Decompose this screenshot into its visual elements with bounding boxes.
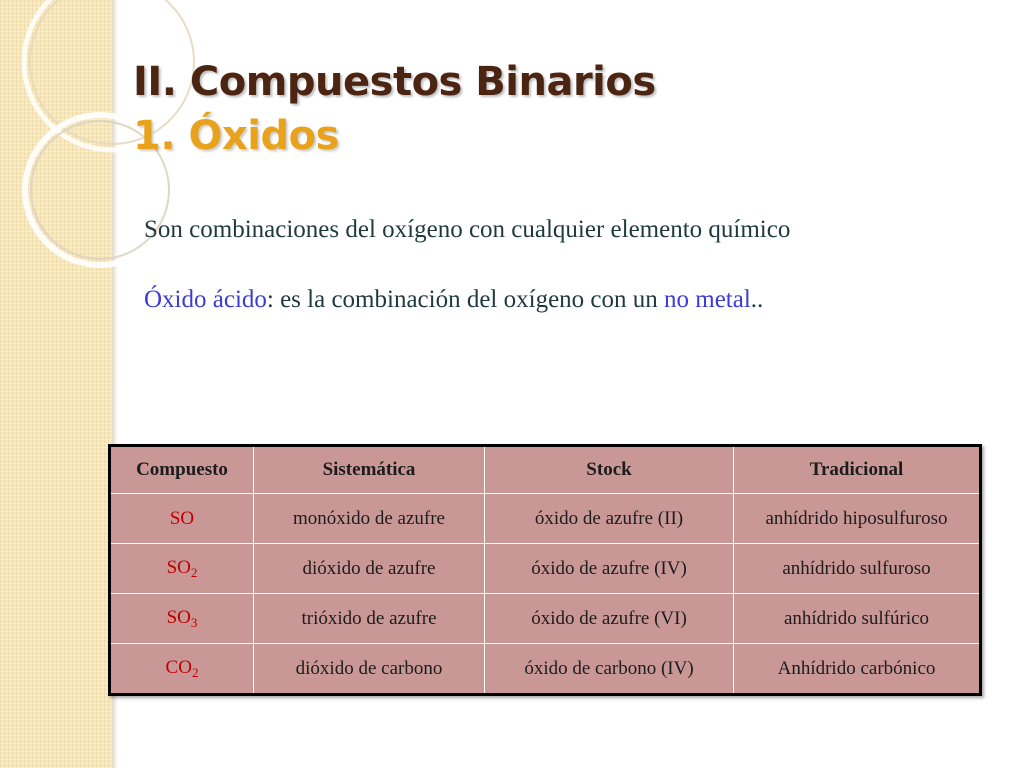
formula-text: SO (169, 507, 195, 529)
table-row (110, 494, 981, 544)
formula-text: SO (166, 606, 191, 628)
formula-subscript: 2 (190, 564, 198, 580)
stock-cell: óxido de azufre (II) (485, 494, 734, 544)
acid-oxide-text (144, 285, 763, 315)
definition-text: Son combinaciones del oxígeno con cualquier elemento químico (144, 216, 791, 243)
table-row (110, 594, 981, 644)
systematic-cell: monóxido de azufre (254, 494, 485, 544)
formula-cell (110, 644, 254, 695)
systematic-cell: trióxido de azufre (254, 594, 485, 644)
stock-cell: óxido de carbono (IV) (485, 644, 734, 695)
header-compuesto: Compuesto (110, 446, 254, 494)
formula-cell (110, 594, 254, 644)
systematic-cell: dióxido de carbono (254, 644, 485, 695)
stock-cell: óxido de azufre (VI) (485, 594, 734, 644)
oxides-table (108, 444, 982, 696)
formula-cell (110, 544, 254, 594)
acid-oxide-middle: : es la combinación del oxígeno con un (266, 286, 665, 313)
acid-oxide-term: Óxido ácido (144, 286, 267, 313)
stock-cell: óxido de azufre (IV) (485, 544, 734, 594)
traditional-cell: anhídrido hiposulfuroso (734, 494, 981, 544)
systematic-cell: dióxido de azufre (254, 544, 485, 594)
slide-subtitle: 1. Óxidos (133, 113, 339, 159)
table-header-row (110, 446, 981, 494)
acid-oxide-end: .. (750, 286, 764, 313)
traditional-cell: Anhídrido carbónico (734, 644, 981, 695)
formula-subscript: 3 (190, 614, 198, 630)
header-sistematica: Sistemática (254, 446, 485, 494)
table-row (110, 644, 981, 695)
slide-title: II. Compuestos Binarios (133, 59, 656, 105)
header-stock: Stock (485, 446, 734, 494)
formula-text: SO (166, 556, 191, 578)
table-row (110, 544, 981, 594)
traditional-cell: anhídrido sulfúrico (734, 594, 981, 644)
formula-text: CO (165, 656, 192, 678)
traditional-cell: anhídrido sulfuroso (734, 544, 981, 594)
formula-cell (110, 494, 254, 544)
header-tradicional: Tradicional (734, 446, 981, 494)
formula-subscript: 2 (191, 664, 199, 680)
acid-oxide-highlight: no metal (664, 286, 751, 313)
